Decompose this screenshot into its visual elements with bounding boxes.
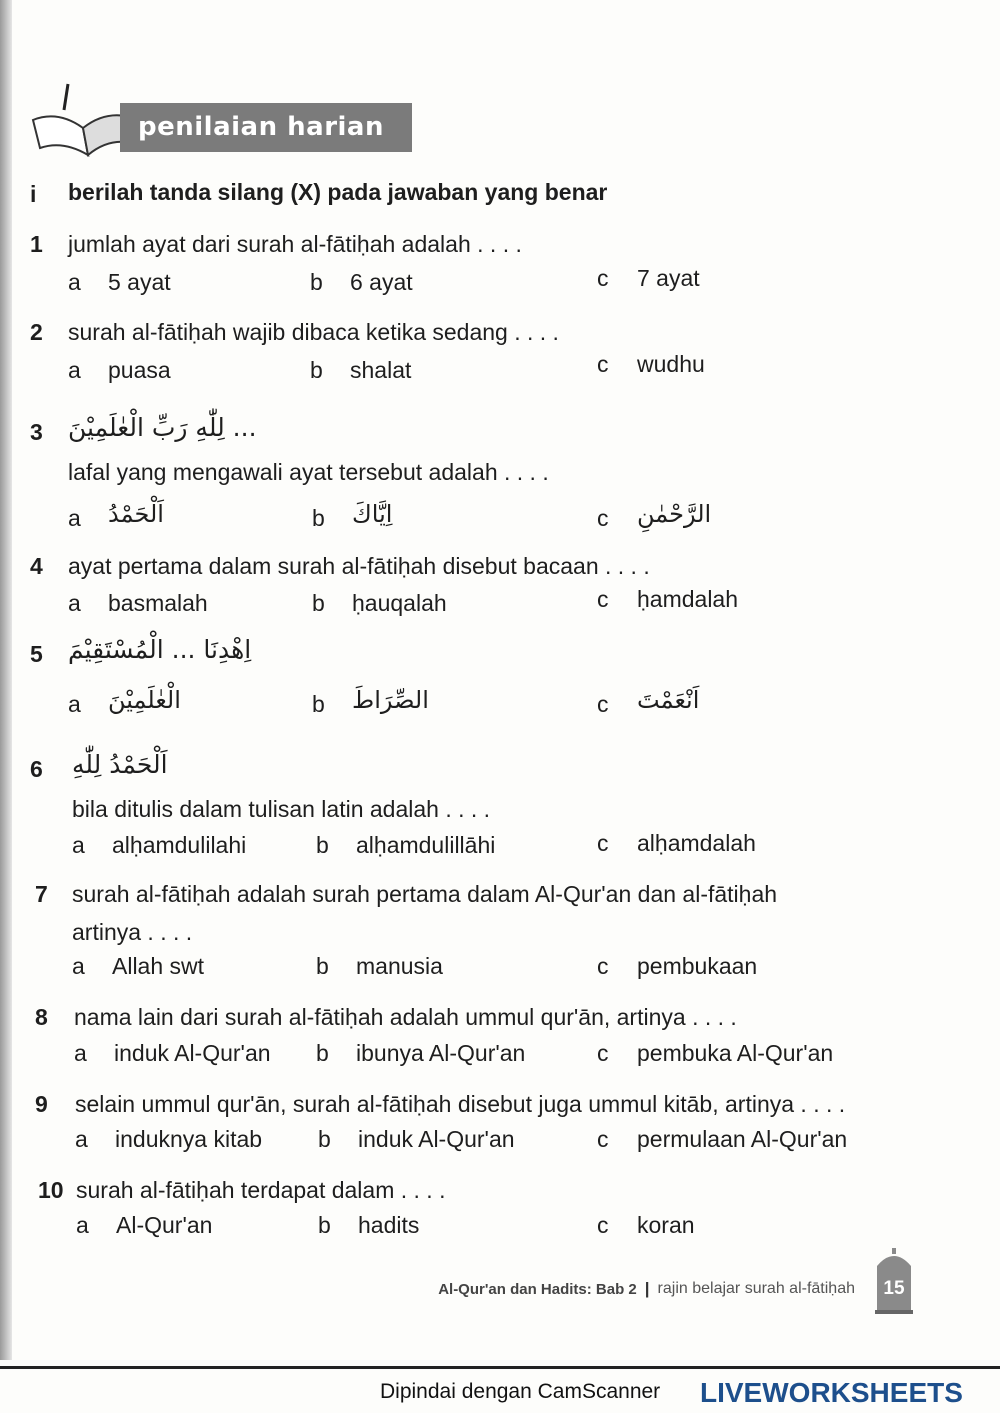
option-b[interactable]: induk Al-Qur'an [358,1126,515,1152]
question-text: ayat pertama dalam surah al-fātiḥah disebut bacaan . . . . [68,553,650,579]
option-c[interactable]: koran [637,1212,695,1238]
option-letter-b: b [318,1212,331,1238]
option-b[interactable]: الصِّرَاطَ [352,686,429,714]
option-b[interactable]: ibunya Al-Qur'an [356,1040,526,1066]
option-c[interactable]: pembuka Al-Qur'an [637,1040,834,1066]
option-letter-b: b [310,357,323,383]
option-letter-c: c [597,1126,609,1152]
option-a[interactable]: Al-Qur'an [116,1212,213,1238]
option-a[interactable]: induk Al-Qur'an [114,1040,271,1066]
option-b[interactable]: shalat [350,357,412,383]
scanner-caption: Dipindai dengan CamScanner [380,1380,661,1403]
question-number: 4 [30,553,43,579]
option-c[interactable]: اَنْعَمْتَ [637,686,700,714]
question-text: jumlah ayat dari surah al-fātiḥah adalah . . . . [68,231,522,257]
page-number: 15 [883,1278,905,1299]
option-a[interactable]: الْعٰلَمِيْنَ [108,686,181,714]
option-letter-b: b [316,832,329,858]
question-text: bila ditulis dalam tulisan latin adalah . . . . [72,796,491,822]
option-letter-a: a [68,357,81,383]
option-b[interactable]: hadits [358,1212,420,1238]
question-text: lafal yang mengawali ayat tersebut adalah . . . . [68,459,549,485]
option-letter-c: c [597,265,609,291]
option-b[interactable]: manusia [356,953,443,979]
option-letter-b: b [318,1126,331,1152]
option-letter-c: c [597,691,609,717]
section-title-banner: penilaian harian [120,103,412,152]
question-text: artinya . . . . [72,919,193,945]
instruction-number: i [30,181,37,207]
option-letter-a: a [68,691,81,717]
option-letter-c: c [597,953,609,979]
question-number: 9 [35,1091,48,1117]
question-text: nama lain dari surah al-fātiḥah adalah ummul qur'ān, artinya . . . . [74,1004,737,1030]
option-a[interactable]: Allah swt [112,953,205,979]
liveworksheets-watermark: LIVEWORKSHEETS [700,1377,963,1408]
option-a[interactable]: induknya kitab [115,1126,263,1152]
question-number: 10 [38,1177,64,1203]
option-letter-c: c [597,1040,609,1066]
option-b[interactable]: اِيَّاكَ [352,500,393,528]
option-letter-a: a [68,505,81,531]
question-number: 7 [35,881,48,907]
option-letter-a: a [72,832,85,858]
question-text: surah al-fātiḥah terdapat dalam . . . . [76,1177,446,1203]
option-a[interactable]: اَلْحَمْدُ [108,500,164,528]
option-letter-a: a [68,590,81,616]
option-letter-b: b [316,953,329,979]
option-a[interactable]: 5 ayat [108,269,171,295]
footer-separator: | [644,1279,650,1298]
option-letter-c: c [597,586,609,612]
instruction-text: berilah tanda silang (X) pada jawaban yang benar [68,179,608,205]
option-letter-b: b [310,269,323,295]
question-number: 2 [30,319,43,345]
option-letter-a: a [74,1040,87,1066]
question-number: 5 [30,641,43,667]
option-letter-a: a [72,953,85,979]
option-b[interactable]: ḥauqalah [352,590,447,616]
option-a[interactable]: alḥamdulilahi [112,832,247,858]
question-arabic-text: ... لِلّٰهِ رَبِّ الْعٰلَمِيْنَ [68,413,257,442]
question-number: 6 [30,756,43,782]
footer-book-title: Al-Qur'an dan Hadits: Bab 2 [438,1280,637,1298]
option-a[interactable]: puasa [108,357,171,383]
question-text: surah al-fātiḥah wajib dibaca ketika sedang . . . . [68,319,559,345]
option-c[interactable]: الرَّحْمٰنِ [637,500,712,528]
option-c[interactable]: alḥamdalah [637,830,756,856]
option-letter-c: c [597,1212,609,1238]
option-letter-b: b [312,691,325,717]
option-b[interactable]: alḥamdulillāhi [356,832,496,858]
option-letter-b: b [312,590,325,616]
question-text: surah al-fātiḥah adalah surah pertama dalam Al-Qur'an dan al-fātiḥah [72,881,778,907]
option-c[interactable]: pembukaan [637,953,758,979]
option-letter-a: a [75,1126,88,1152]
option-c[interactable]: permulaan Al-Qur'an [637,1126,848,1152]
question-number: 3 [30,419,43,445]
open-book-pencil-icon [28,80,128,160]
question-number: 1 [30,231,43,257]
page-bottom-rule [0,1366,1000,1369]
option-letter-c: c [597,830,609,856]
option-letter-a: a [68,269,81,295]
question-arabic-text: اِهْدِنَا ... الْمُسْتَقِيْمَ [68,635,252,664]
option-letter-b: b [312,505,325,531]
option-c[interactable]: ḥamdalah [637,586,739,612]
option-c[interactable]: wudhu [637,351,705,377]
option-b[interactable]: 6 ayat [350,269,413,295]
page-edge-shadow [0,0,12,1360]
option-letter-a: a [76,1212,89,1238]
option-letter-b: b [316,1040,329,1066]
footer-chapter-title: rajin belajar surah al-fātiḥah [657,1280,855,1297]
option-a[interactable]: basmalah [108,590,208,616]
question-number: 8 [35,1004,48,1030]
option-c[interactable]: 7 ayat [637,265,700,291]
option-letter-c: c [597,505,609,531]
question-arabic-text: اَلْحَمْدُ لِلّٰهِ [72,750,168,779]
option-letter-c: c [597,351,609,377]
question-text: selain ummul qur'ān, surah al-fātiḥah disebut juga ummul kitāb, artinya . . . . [75,1091,846,1117]
footer [438,1279,855,1299]
